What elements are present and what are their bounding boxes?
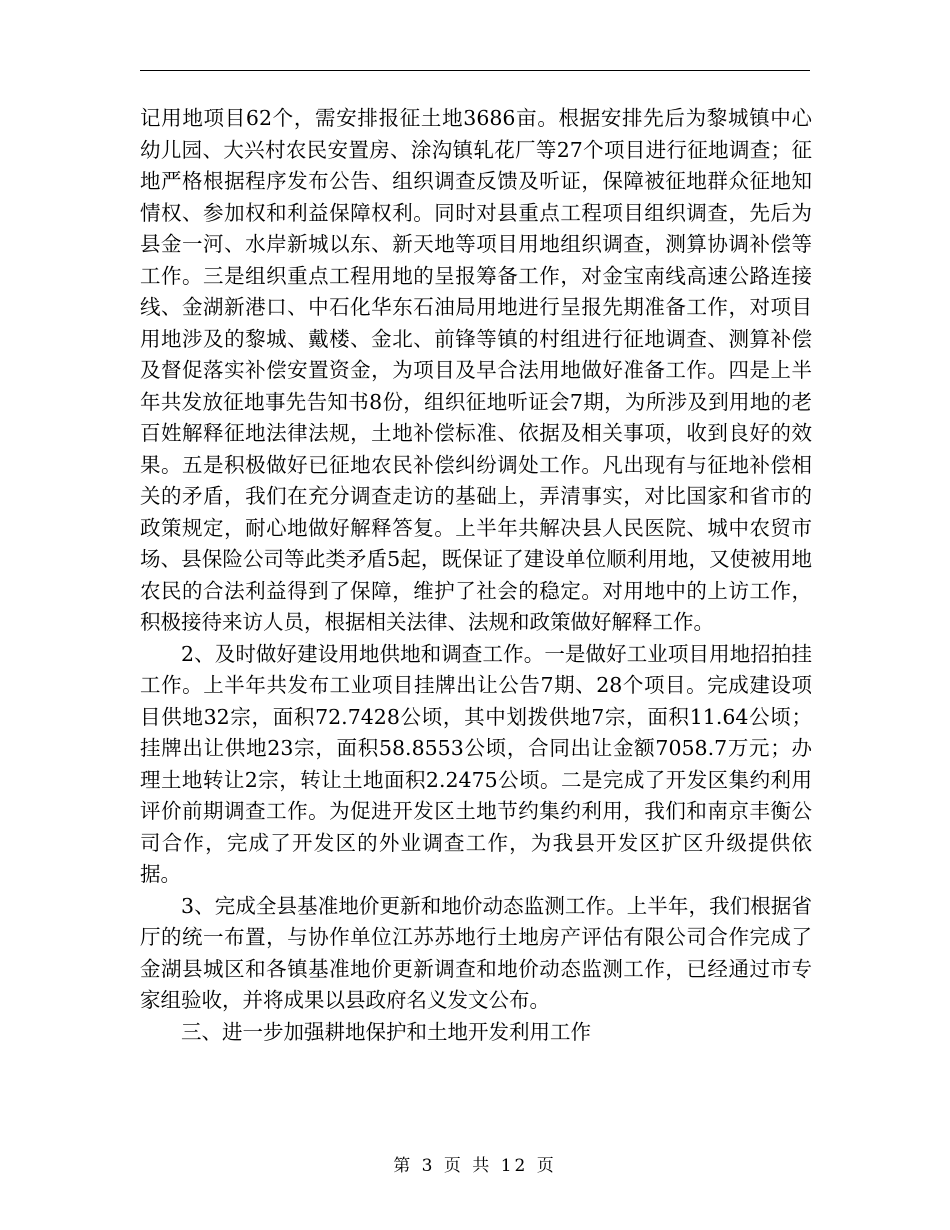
body-paragraph-1: 记用地项目62个，需安排报征土地3686亩。根据安排先后为黎城镇中心幼儿园、大兴村农民安置房、涂沟镇轧花厂等27个项目进行征地调查；征地严格根据程序发布公告、组织调查反馈及听证，保障被征地群众征地知情权、参加权和利益保障权利。同时对县重点工程项目组织调查，先后为县金一河、水岸新城以东、新天地等项目用地组织调查，测算协调补偿等工作。三是组织重点工程用地的呈报筹备工作，对金宝南线高速公路连接线、金湖新港口、中石化华东石油局用地进行呈报先期准备工作，对项目用地涉及的黎城、戴楼、金北、前锋等镇的村组进行征地调查、测算补偿及督促落实补偿安置资金，为项目及早合法用地做好准备工作。四是上半年共发放征地事先告知书8份，组织征地听证会7期，为所涉及到用地的老百姓解释征地法律法规，土地补偿标准、依据及相关事项，收到良好的效果。五是积极做好已征地农民补偿纠纷调处工作。凡出现有与征地补偿相关的矛盾，我们在充分调查走访的基础上，弄清事实，对比国家和省市的政策规定，耐心地做好解释答复。上半年共解决县人民医院、城中农贸市场、县保险公司等此类矛盾5起，既保证了建设单位顺利用地，又使被用地农民的合法利益得到了保障，维护了社会的稳定。对用地中的上访工作，积极接待来访人员，根据相关法律、法规和政策做好解释工作。 (140, 106, 812, 634)
header-rule (140, 70, 810, 71)
body-paragraph-3: 3、完成全县基准地价更新和地价动态监测工作。上半年，我们根据省厅的统一布置，与协作单位江苏苏地行土地房产评估有限公司合作完成了金湖县城区和各镇基准地价更新调查和地价动态监测工作，已经通过市专家组验收，并将成果以县政府名义发文公布。 (140, 893, 812, 1012)
body-paragraph-2: 2、及时做好建设用地供地和调查工作。一是做好工业项目用地招拍挂工作。上半年共发布工业项目挂牌出让公告7期、28个项目。完成建设项目供地32宗，面积72.7428公顷，其中划拨供地7宗，面积11.64公顷；挂牌出让供地23宗，面积58.8553公顷，合同出让金额7058.7万元；办理土地转让2宗，转让土地面积2.2475公顷。二是完成了开发区集约利用评价前期调查工作。为促进开发区土地节约集约利用，我们和南京丰衡公司合作，完成了开发区的外业调查工作，为我县开发区扩区升级提供依据。 (140, 641, 812, 886)
section-heading: 三、进一步加强耕地保护和土地开发利用工作 (181, 1019, 591, 1044)
page-number: 第 3 页 共 12 页 (393, 1156, 557, 1176)
document-body (140, 103, 812, 1048)
